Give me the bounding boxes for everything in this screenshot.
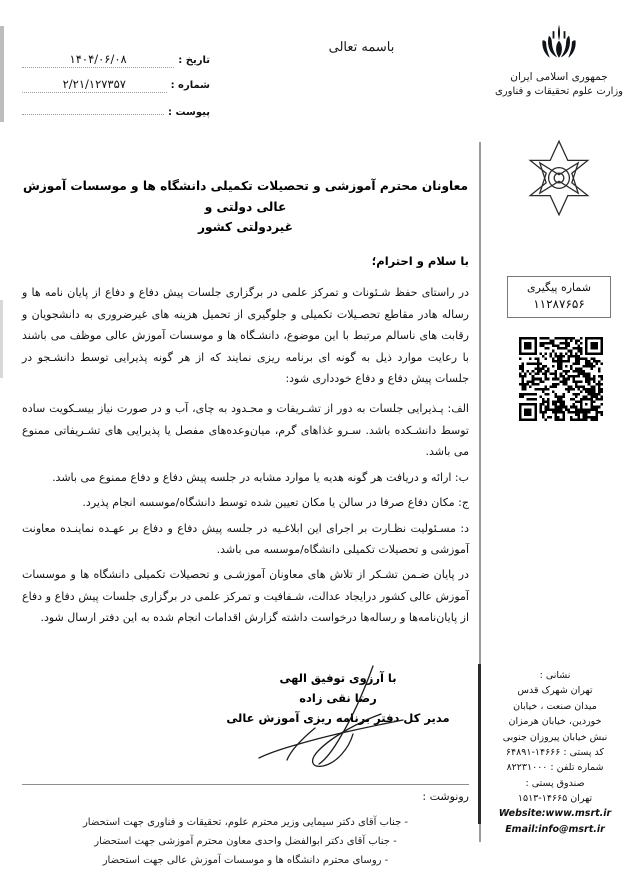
address-postal-code: کد پستی : ۱۴۶۶۶-۶۴۸۹۱ (505, 746, 605, 758)
ministry-address-block (487, 668, 623, 837)
clause-alef: الف: پـذیرایی جلسات به دور از تشـریفات و محـدود به چای، آب و در صورت نیاز بیسـکویت ساده توسط دانشـکده باشد. سـرو غذاهای گرم، میان‌وعده‌های مفصل یا پذیرایی های تشـریفاتی ممنوع می باشد. (22, 402, 469, 459)
qr-code-icon[interactable] (519, 337, 603, 421)
cc-block (22, 790, 469, 870)
salutation-text: با سلام و احترام؛ (371, 254, 469, 269)
letterhead-side-column (479, 0, 639, 887)
document-title-line2: غیردولتی کشور (198, 220, 293, 235)
closing-paragraph: در پایان ضـمن تشـکر از تلاش های معاونان آموزشـی و تحصیلات تکمیلی دانشگاه ها و موسسات آموزش عالی کشور درایجاد عدالت، شـفافیت و تمرکز علمی در برگزاری جلسات پیش دفاع و دفاع از پایان‌نامه‌ها و رساله‌ها درخواست داشته گزارش اقدامات انجام شده به این دفتر ارسال شود. (22, 568, 469, 625)
organization-name-line2: وزارت علوم تحقیقات و فناوری (494, 86, 624, 98)
address-website[interactable]: Website:www.msrt.ir (498, 808, 612, 820)
number-label: شماره : (170, 80, 210, 91)
letter-body (22, 176, 469, 638)
cc-item-3: - روسای محترم دانشگاه ها و موسسات آموزش عالی جهت استحضار (102, 855, 389, 866)
qr-code-graphic (519, 337, 603, 421)
signature-blessing: با آرزوی توفیق الهی (279, 671, 397, 685)
attachment-label: پیوست : (167, 107, 210, 118)
document-title-line1: معاونان محترم آموزشی و تحصیلات تکمیلی دانشگاه ها و موسسات آموزش عالی دولتی و (22, 179, 469, 214)
signature-block (223, 668, 453, 728)
address-line-4: نبش خیابان پیروزان جنوبی (502, 731, 608, 743)
address-po-box-value: تهران ۱۴۶۶۵-۱۵۱۳ (517, 793, 593, 804)
meta-row-attachment (22, 102, 210, 118)
cc-item-1: - جناب آقای دکتر سیمایی وزیر محترم علوم، تحقیقات و فناوری جهت استحضار (82, 817, 409, 828)
address-email[interactable]: Email:info@msrt.ir (505, 823, 605, 835)
intro-paragraph: در راستای حفظ شـئونات و تمرکز علمی در برگزاری جلسات پیش دفاع و دفاع از پایان نامه ها و رساله هادر مقاطع تحصـیلات تکمیلی و جلوگیری از تحمیل هزینه های غیرضروری به دانشجویان و رقابت های ناسالم مرتبط با این موضوع، دانشـگاه ها و موسسات آموزش عالی موظف می باشند با رعایت موارد ذیل به گونه ای برنامه ریزی نمایند که از هر گونه پذیرایی توسط دانشـجو در جلسات پیش دفاع و دفاع خودداری شود: (22, 286, 469, 385)
address-phone: شماره تلفن : ۸۲۲۳۱۰۰۰ (506, 762, 604, 774)
address-line-3: خوردین، خیابان هرمزان (508, 716, 602, 728)
page-title (22, 176, 469, 238)
address-line-2: میدان صنعت ، خیابان (513, 700, 597, 712)
meta-row-number (22, 77, 210, 93)
tracking-number-label: شماره پیگیری (527, 281, 591, 294)
cc-divider-rule (22, 784, 469, 785)
side-divider-rule-lower (478, 664, 481, 824)
page-edge-artifact-middle (0, 300, 3, 378)
basmala-text: باسمه تعالی (328, 40, 395, 55)
organization-name-line1: جمهوری اسلامی ایران (510, 71, 608, 83)
attachment-value (22, 102, 164, 115)
clause-dal: د: مسـئولیت نظـارت بر اجرای این ابلاغـیه در جلسه پیش دفاع و دفاع بر عهـده نماینـده معاونت آموزشی و تحصیلات تکمیلی دانشگاه/موسسه می باشد. (22, 521, 469, 557)
number-value: ۲/۲۱/۱۲۷۳۵۷ (22, 77, 167, 93)
address-po-box-label: صندوق پستی : (525, 777, 585, 789)
cc-title: رونوشت : (422, 790, 469, 803)
clause-be: ب: ارائه و دریافت هر گونه هدیه یا موارد مشابه در جلسه پیش دفاع و دفاع ممنوع می باشد. (52, 470, 469, 484)
tracking-number-value: ۱۱۲۸۷۶۵۶ (533, 296, 585, 311)
date-label: تاریخ : (178, 55, 210, 66)
document-meta-block (22, 52, 210, 127)
signatory-name: رضا نقی زاده (299, 691, 377, 706)
signatory-position: مدیر کل دفتر برنامه ریزی آموزش عالی (226, 711, 450, 726)
clause-jim: ج: مکان دفاع صرفا در سالن یا مکان تعیین شده توسط دانشگاه/موسسه انجام پذیرد. (82, 496, 469, 510)
iran-emblem-icon (536, 22, 582, 66)
address-line-1: تهران شهرک قدس (517, 685, 593, 697)
star-ornament-icon (519, 138, 599, 218)
letterhead-emblem-block (479, 22, 639, 100)
tracking-number-box (507, 276, 611, 318)
address-label: نشانی : (539, 670, 571, 681)
date-value: ۱۴۰۴/۰۶/۰۸ (22, 52, 174, 68)
cc-item-2: - جناب آقای دکتر ابوالفضل واحدی معاون محترم آموزشی جهت استحضار (94, 836, 397, 847)
